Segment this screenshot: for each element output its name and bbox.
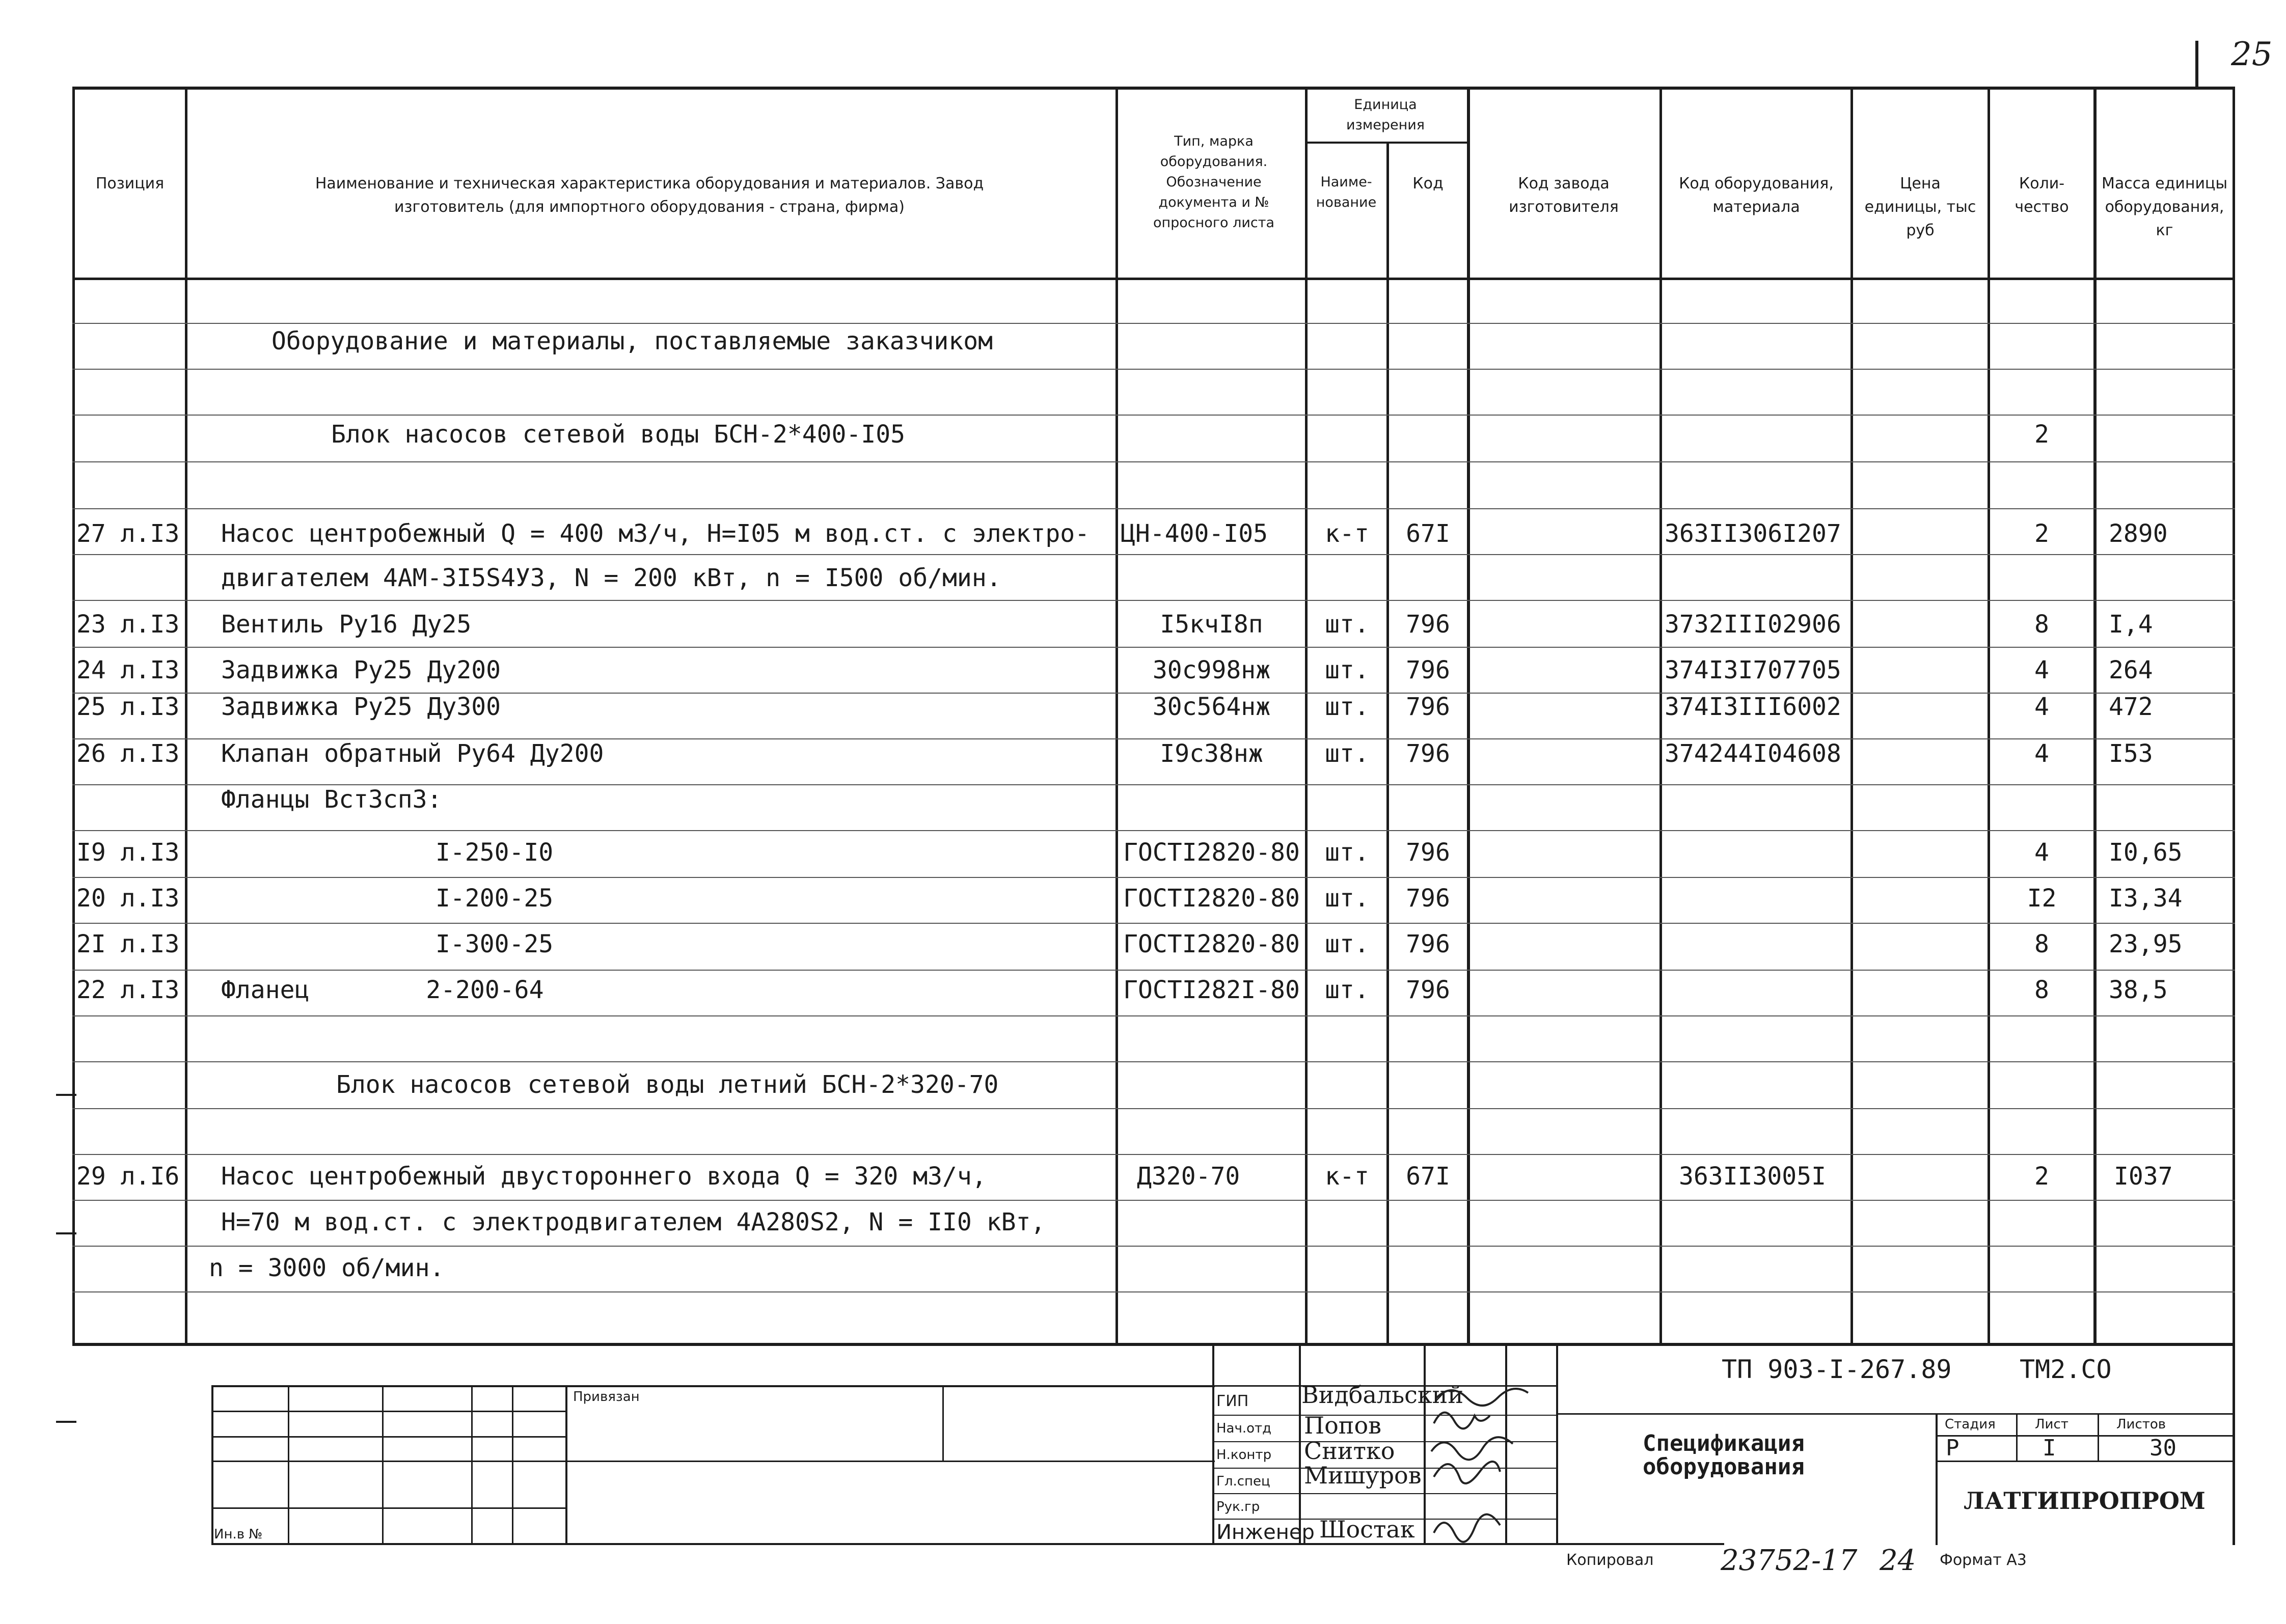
block-title: Блок насосов сетевой воды летний БСН-2*320-70 — [336, 1070, 999, 1099]
mass-cell: I0,65 — [2109, 838, 2183, 867]
type-cell: ГОСТI282I-80 — [1123, 976, 1300, 1004]
equip-code-cell: 363II3005I — [1679, 1162, 1826, 1191]
qty-cell: 2 — [2034, 420, 2049, 449]
sheets-value: 30 — [2149, 1435, 2176, 1461]
unit-group-divider — [1305, 142, 1469, 144]
header-mass: Масса единицы оборудования, кг — [2101, 175, 2228, 239]
unit-cell: шт. — [1325, 884, 1369, 913]
stage-label: Стадия — [1945, 1417, 1996, 1432]
unit-cell: шт. — [1325, 610, 1369, 639]
unit-cell: шт. — [1325, 930, 1369, 958]
equip-code-cell: 374244I04608 — [1665, 739, 1841, 768]
type-cell: 30с564нж — [1152, 693, 1271, 721]
type-cell: I9с38нж — [1160, 739, 1263, 768]
col-line-1 — [185, 87, 187, 1345]
mass-cell: I53 — [2109, 739, 2153, 768]
copied-page: 24 — [1880, 1544, 1916, 1577]
header-type: Тип, марка оборудования. Обозначение документа и № опросного листа — [1153, 133, 1275, 231]
type-cell: 30с998нж — [1152, 656, 1271, 684]
name-cell: I-300-25 — [436, 930, 554, 958]
inv-no-label: Ин.в № — [214, 1527, 263, 1542]
qty-cell: 8 — [2034, 930, 2049, 958]
code-cell: 796 — [1406, 656, 1450, 684]
code-cell: 796 — [1406, 930, 1450, 958]
copied-number: 23752-17 — [1721, 1544, 1858, 1577]
mass-cell: 38,5 — [2109, 976, 2168, 1004]
page-number: 25 — [2231, 36, 2273, 73]
unit-cell: шт. — [1325, 656, 1369, 684]
name-cell: I-200-25 — [436, 884, 554, 913]
qty-cell: 4 — [2034, 739, 2049, 768]
unit-cell: шт. — [1325, 693, 1369, 721]
code-cell: 67I — [1406, 1162, 1450, 1191]
doc-code: ТП 903-I-267.89 — [1722, 1355, 1952, 1384]
mass-cell: 23,95 — [2109, 930, 2183, 958]
unit-cell: шт. — [1325, 739, 1369, 768]
org-name: ЛАТГИПРОПРОМ — [1964, 1487, 2206, 1515]
binding-tick — [56, 1232, 76, 1234]
position-cell: 26 л.I3 — [76, 739, 180, 768]
type-cell: ГОСТI2820-80 — [1123, 884, 1300, 913]
name-gl-spec: Мишуров — [1304, 1462, 1422, 1489]
code-cell: 796 — [1406, 610, 1450, 639]
type-cell: I5кчI8п — [1160, 610, 1263, 639]
sheet-label: Лист — [2035, 1417, 2069, 1432]
qty-cell: I2 — [2027, 884, 2057, 913]
position-cell: 25 л.I3 — [76, 693, 180, 721]
qty-cell: 4 — [2034, 838, 2049, 867]
code-cell: 796 — [1406, 976, 1450, 1004]
sheet-value: I — [2043, 1435, 2056, 1461]
sheets-label: Листов — [2116, 1417, 2166, 1432]
col-line-6 — [1659, 87, 1662, 1345]
role-n-kontr: Н.контр — [1216, 1447, 1272, 1463]
code-cell: 796 — [1406, 739, 1450, 768]
qty-cell: 8 — [2034, 976, 2049, 1004]
header-unit-group: Единица измерения — [1346, 97, 1425, 133]
qty-cell: 4 — [2034, 656, 2049, 684]
name-nach-otd: Попов — [1304, 1412, 1382, 1439]
mass-cell: I3,34 — [2109, 884, 2183, 913]
qty-cell: 8 — [2034, 610, 2049, 639]
doc-suffix: ТМ2.СО — [2020, 1355, 2112, 1384]
mass-cell: I037 — [2114, 1162, 2173, 1191]
name-cell: двигателем 4АМ-3I5S4У3, N = 200 кВт, n = I500 об/мин. — [221, 564, 1001, 592]
equip-code-cell: 374I3I707705 — [1665, 656, 1841, 684]
col-line-5 — [1467, 87, 1470, 1345]
header-unit-name: Наиме- нование — [1316, 174, 1377, 210]
name-cell: Вентиль Ру16 Ду25 — [221, 610, 472, 639]
header-price: Цена единицы, тыс руб — [1864, 175, 1976, 239]
binding-tick — [56, 1094, 76, 1096]
name-cell: Насос центробежный двустороннего входа Q = 320 м3/ч, — [221, 1162, 987, 1191]
unit-cell: к-т — [1325, 1162, 1369, 1191]
stage-value: Р — [1946, 1435, 1960, 1461]
page-number-rule — [2195, 41, 2198, 87]
position-cell: 27 л.I3 — [76, 519, 180, 548]
col-line-7 — [1850, 87, 1853, 1345]
qty-cell: 2 — [2034, 1162, 2049, 1191]
type-cell: ГОСТI2820-80 — [1123, 838, 1300, 867]
name-cell: Н=70 м вод.ст. с электродвигателем 4А280S2, N = II0 кВт, — [221, 1208, 1046, 1236]
section-title: Оборудование и материалы, поставляемые заказчиком — [271, 327, 993, 355]
name-cell: I-250-I0 — [436, 838, 554, 867]
table-top-border — [72, 87, 2235, 90]
mass-cell: I,4 — [2109, 610, 2153, 639]
name-cell: Задвижка Ру25 Ду200 — [221, 656, 501, 684]
role-inzhener: Инженер — [1216, 1521, 1315, 1544]
privyazan-label: Привязан — [573, 1389, 640, 1405]
position-cell: I9 л.I3 — [76, 838, 180, 867]
copied-label: Копировал — [1566, 1551, 1654, 1569]
table-bottom-border — [72, 1343, 2235, 1346]
position-cell: 20 л.I3 — [76, 884, 180, 913]
header-position: Позиция — [95, 175, 165, 192]
position-cell: 2I л.I3 — [76, 930, 180, 958]
equip-code-cell: 3732III02906 — [1665, 610, 1841, 639]
code-cell: 796 — [1406, 838, 1450, 867]
table-header-bottom — [72, 278, 2235, 280]
col-line-right — [2233, 87, 2235, 1345]
name-cell: Клапан обратный Ру64 Ду200 — [221, 739, 604, 768]
unit-cell: к-т — [1325, 519, 1369, 548]
doc-title: Спецификация оборудования — [1643, 1430, 1805, 1480]
signatures — [1426, 1375, 1579, 1548]
equip-code-cell: 363II306I207 — [1665, 519, 1841, 548]
position-cell: 23 л.I3 — [76, 610, 180, 639]
role-gip: ГИП — [1216, 1392, 1249, 1410]
header-unit-code: Код — [1412, 175, 1444, 192]
role-ruk-gr: Рук.гр — [1216, 1499, 1260, 1515]
name-cell: Насос центробежный Q = 400 м3/ч, Н=I05 м вод.ст. с электро- — [221, 519, 1090, 548]
unit-cell: шт. — [1325, 976, 1369, 1004]
name-cell: n = 3000 об/мин. — [209, 1254, 445, 1282]
type-cell: ГОСТI2820-80 — [1123, 930, 1300, 958]
code-cell: 796 — [1406, 884, 1450, 913]
format-label: Формат А3 — [1940, 1551, 2027, 1569]
qty-cell: 2 — [2034, 519, 2049, 548]
mass-cell: 472 — [2109, 693, 2153, 721]
position-cell: 22 л.I3 — [76, 976, 180, 1004]
name-cell: Задвижка Ру25 Ду300 — [221, 693, 501, 721]
mass-cell: 264 — [2109, 656, 2153, 684]
role-nach-otd: Нач.отд — [1216, 1421, 1272, 1436]
header-equip-code: Код оборудования, материала — [1679, 175, 1834, 216]
col-line-left — [72, 87, 75, 1345]
header-name: Наименование и техническая характеристика оборудования и материалов. Завод изготовитель (для импортного оборудования - страна, фирма) — [315, 175, 984, 216]
name-gip: Видбальский — [1301, 1381, 1464, 1409]
code-cell: 67I — [1406, 519, 1450, 548]
position-cell: 29 л.I6 — [76, 1162, 180, 1191]
unit-cell: шт. — [1325, 838, 1369, 867]
role-gl-spec: Гл.спец — [1216, 1474, 1270, 1489]
name-cell: Фланцы ВстЗсп3: — [221, 785, 442, 814]
binding-tick — [56, 1421, 76, 1423]
equip-code-cell: 374I3III6002 — [1665, 693, 1841, 721]
name-cell: Фланец 2-200-64 — [221, 976, 544, 1004]
type-cell: Д320-70 — [1137, 1162, 1240, 1191]
position-cell: 24 л.I3 — [76, 656, 180, 684]
block-title: Блок насосов сетевой воды БСН-2*400-I05 — [331, 420, 906, 449]
col-line-9 — [2093, 87, 2097, 1345]
mass-cell: 2890 — [2109, 519, 2168, 548]
type-cell: ЦН-400-I05 — [1121, 519, 1268, 548]
name-inzhener: Шостак — [1319, 1516, 1415, 1543]
header-factory-code: Код завода изготовителя — [1509, 175, 1619, 216]
qty-cell: 4 — [2034, 693, 2049, 721]
name-n-kontr: Снитко — [1304, 1437, 1395, 1465]
header-qty: Коли- чество — [2015, 175, 2069, 216]
code-cell: 796 — [1406, 693, 1450, 721]
